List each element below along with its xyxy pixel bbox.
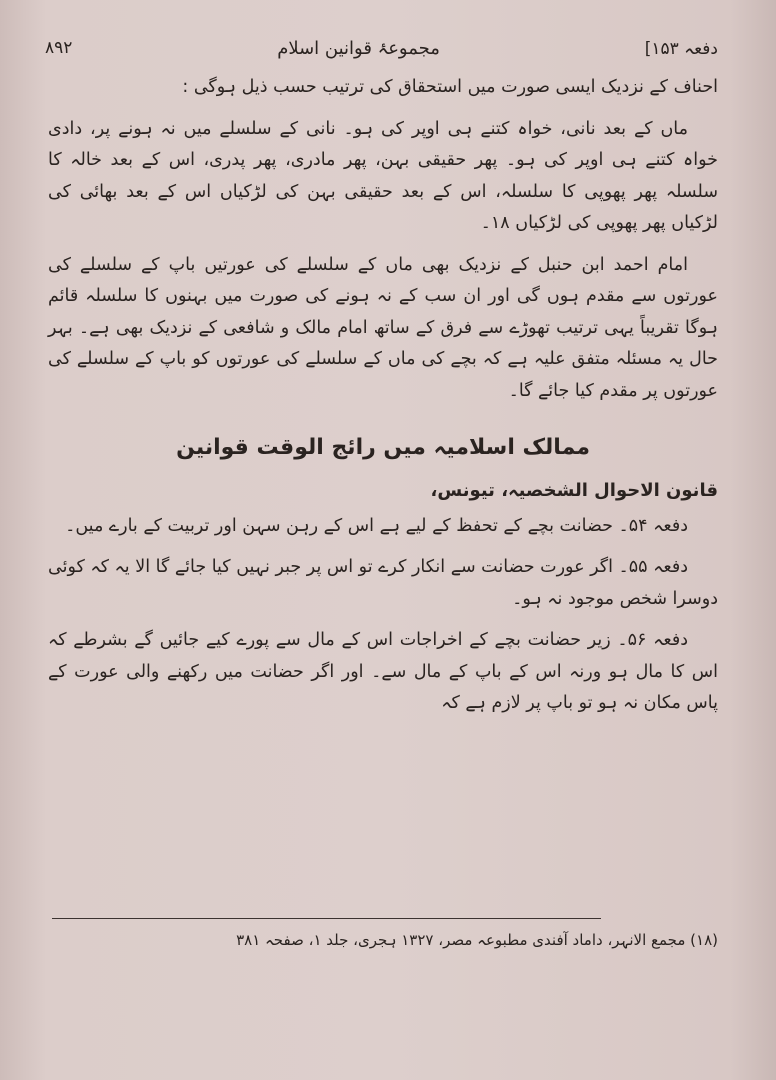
hanafi-order-paragraph: ماں کے بعد نانی، خواہ کتنے ہی اوپر کی ہو۔ نانی کے سلسلے میں نہ ہونے پر، دادی خواہ کتنے ہی اوپر کی ہو۔ پھر حقیقی بہن، پھر مادری، پھر پدری، اس کے بعد خالہ کا سلسلہ پھر پھوپی کا سلسلہ، اس کے بعد حقیقی بہن کی لڑکیاں اس کے بعد بھائی کی لڑکیاں پھر پھوپی کی لڑکیاں ۱۸۔ bbox=[48, 118, 718, 233]
page-body bbox=[48, 72, 718, 730]
footnote: (۱۸) مجمع الانہر، داماد آفندی مطبوعہ مصر، ۱۳۲۷ ہجری، جلد ۱، صفحہ ۳۸۱ bbox=[236, 931, 718, 949]
footnote-divider bbox=[52, 918, 601, 919]
clause-56: دفعہ ۵۶۔ زیر حضانت بچے کے اخراجات اس کے مال سے پورے کیے جائیں گے بشرطے کہ اس کا مال ہو ورنہ اس کے باپ کے مال سے۔ اور اگر حضانت میں رکھنے والی عورت کے پاس مکان نہ ہو تو باپ پر لازم ہے کہ bbox=[48, 630, 718, 713]
clause-55: دفعہ ۵۵۔ اگر عورت حضانت سے انکار کرے تو اس پر جبر نہیں کیا جائے گا الا یہ کہ کوئی دوسرا شخص موجود نہ ہو۔ bbox=[48, 557, 718, 609]
page-header bbox=[45, 30, 718, 66]
intro-paragraph: احناف کے نزدیک ایسی صورت میں استحقاق کی ترتیب حسب ذیل ہوگی : bbox=[182, 77, 718, 97]
section-heading: ممالک اسلامیہ میں رائج الوقت قوانین bbox=[176, 435, 590, 460]
page-number: ۸۹۲ bbox=[45, 38, 73, 58]
other-imams-paragraph: امام احمد ابن حنبل کے نزدیک بھی ماں کے سلسلے کی عورتیں باپ کے سلسلے کی عورتوں سے مقدم ہوں گی اور ان سب کے نہ ہونے کی صورت میں بہنوں کا سلسلہ قائم ہوگا تقریباً یہی ترتیب تھوڑے سے فرق کے ساتھ امام مالک و شافعی کے نزدیک بھی ہے۔ بہر حال یہ مسئلہ متفق علیہ ہے کہ بچے کی ماں کے سلسلے کی عورتوں کو باپ کے سلسلے کی عورتوں پر مقدم کیا جائے گا۔ bbox=[48, 254, 718, 401]
law-subheading: قانون الاحوال الشخصیہ، تیونس، bbox=[430, 480, 718, 501]
clause-54: دفعہ ۵۴۔ حضانت بچے کے تحفظ کے لیے ہے اس کے رہن سہن اور تربیت کے بارے میں۔ bbox=[65, 515, 688, 536]
section-reference: [دفعہ ۱۵۳ bbox=[644, 38, 718, 59]
book-title: مجموعۂ قوانین اسلام bbox=[277, 37, 440, 59]
